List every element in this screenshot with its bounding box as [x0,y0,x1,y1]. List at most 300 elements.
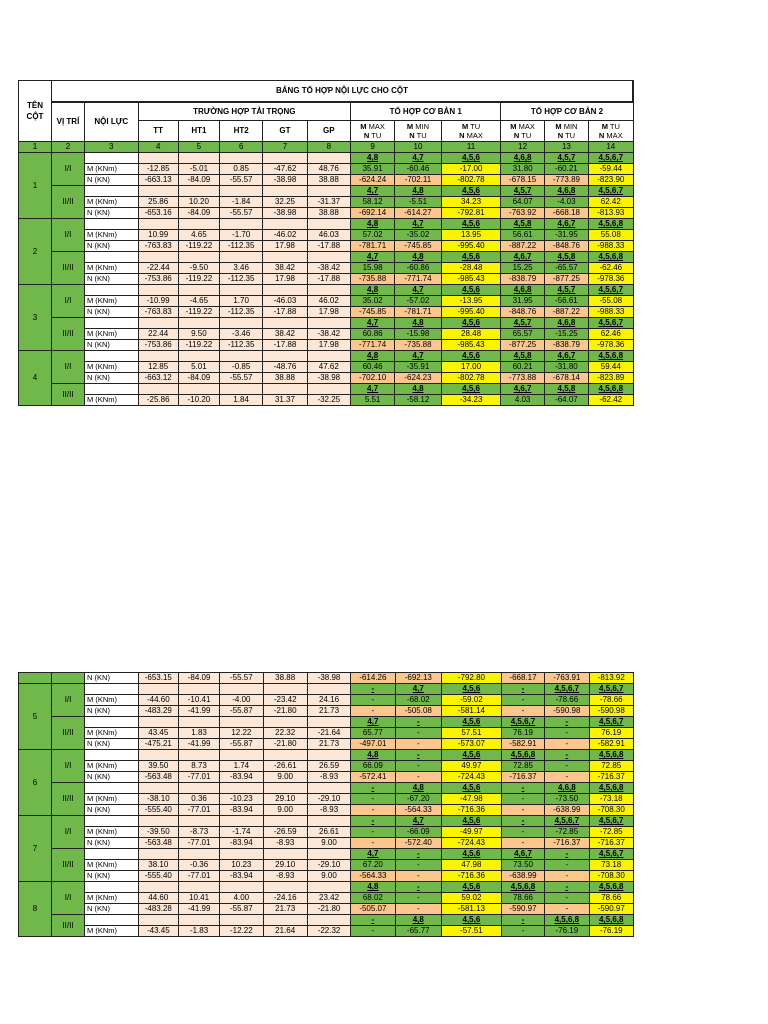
axial-value: -55.57 [220,208,263,219]
blank-cell [263,384,307,395]
combo-row [19,882,634,893]
moment-value: 1.70 [220,296,263,307]
blank-cell [178,351,219,362]
force-label: N (KN) [85,772,139,783]
combination-label: 4,5,6 [441,882,501,893]
combination-label: 4,6,7 [544,219,588,230]
axial-value: 17.98 [263,274,307,285]
column-id-continued [19,673,52,684]
moment-value: - [545,728,589,739]
combo-col-header [441,121,501,142]
blank-cell [178,882,219,893]
axial-value: -590.97 [589,904,633,915]
moment-row [19,362,634,373]
axial-value: 9.00 [263,805,307,816]
combo-moment-symbol: M [510,122,517,131]
combo-row [19,219,634,230]
blank-cell [84,285,138,296]
combination-label: 4,5,6,8 [589,882,633,893]
moment-value: - [395,761,441,772]
moment-value: -31.80 [544,362,588,373]
axial-value: -112.35 [220,307,263,318]
moment-value: 5.01 [178,362,219,373]
combination-label: 4,6,8 [501,285,544,296]
moment-value: 4.03 [501,395,544,406]
section-position: I/I [51,351,84,384]
moment-value: 67.20 [351,860,395,871]
axial-value: -823.90 [589,175,633,186]
blank-cell [307,252,350,263]
moment-value: 66.09 [351,761,395,772]
axial-value: -590.98 [589,706,633,717]
blank-cell [138,384,178,395]
moment-value: -4.00 [220,695,263,706]
combination-label: 4,7 [395,285,441,296]
moment-value: -17.00 [441,164,501,175]
moment-value: - [501,695,544,706]
axial-value: -77.01 [178,871,219,882]
combo-moment-qualifier: MAX [366,122,385,131]
section-position: II/II [52,717,85,750]
moment-value: 64.07 [501,197,544,208]
moment-value: 32.25 [263,197,307,208]
combination-label: 4,5,6,8 [589,351,633,362]
moment-value: 43.45 [138,728,178,739]
blank-cell [84,186,138,197]
moment-value: 3.46 [220,263,263,274]
force-label: M (KNm) [84,230,138,241]
combination-label: 4,5,6,8 [545,915,589,926]
moment-value: -5.01 [178,164,219,175]
combination-label: 4,5,6,7 [589,684,633,695]
moment-value: -25.86 [138,395,178,406]
blank-cell [220,684,263,695]
axial-value: -692.14 [350,208,394,219]
moment-value: - [351,827,395,838]
axial-value: -38.98 [263,175,307,186]
axial-value: -735.88 [350,274,394,285]
axial-value: -505.08 [395,706,441,717]
combo-axial-qualifier: MAX [604,131,623,140]
moment-value: 25.86 [138,197,178,208]
moment-value: -64.07 [544,395,588,406]
combination-label: 4,5,6 [441,915,501,926]
combo-moment-qualifier: MIN [413,122,429,131]
axial-value: -112.35 [220,241,263,252]
axial-value: -8.93 [263,871,307,882]
combination-label: 4,5,6,7 [589,816,633,827]
moment-row [19,893,634,904]
axial-row [19,772,634,783]
force-label: N (KN) [84,340,138,351]
section-position-continued [52,673,85,684]
blank-cell [84,219,138,230]
moment-value: -67.20 [395,794,441,805]
axial-value: -724.43 [441,838,501,849]
combo-moment-symbol: M [406,122,414,131]
moment-value: 1.83 [178,728,219,739]
column-id: 2 [19,219,52,285]
axial-value: -995.40 [441,241,501,252]
blank-cell [307,783,350,794]
force-label: N (KN) [85,871,139,882]
column-id: 5 [19,684,52,750]
axial-value: -84.09 [178,175,219,186]
combination-label: - [545,849,589,860]
column-id: 7 [19,816,52,882]
axial-row [19,838,634,849]
combo-axial-qualifier: TU [563,131,576,140]
blank-cell [263,750,307,761]
section-position: II/II [51,384,84,406]
combo-row [19,684,634,695]
axial-value: -708.30 [589,871,633,882]
blank-cell [138,915,178,926]
combination-label: 4,8 [395,915,441,926]
axial-value: 21.73 [307,739,350,750]
blank-cell [138,285,178,296]
force-label: M (KNm) [85,827,139,838]
combination-label: 4,5,6,7 [589,717,633,728]
combo-col-header-bottom [501,131,543,140]
combo-col-header [501,121,544,142]
moment-value: 12.85 [138,362,178,373]
moment-value: -8.73 [178,827,219,838]
blank-cell [307,285,350,296]
axial-value: - [545,871,589,882]
moment-value: -38.42 [307,329,350,340]
force-label: N (KN) [84,208,138,219]
moment-row [19,794,634,805]
combination-label: 4,7 [350,186,394,197]
combination-label: - [545,750,589,761]
blank-cell [138,153,178,164]
combo-row [19,186,634,197]
load-col-header: HT1 [178,121,219,142]
moment-value: -47.98 [441,794,501,805]
blank-cell [263,882,307,893]
column-number: 11 [441,142,501,153]
column-id: 4 [19,351,52,406]
axial-value: -668.18 [544,208,588,219]
section-position: II/II [51,318,84,351]
axial-value: -663.12 [138,373,178,384]
blank-cell [85,882,139,893]
combo-axial-symbol: N [598,131,605,140]
force-label: N (KN) [85,739,139,750]
blank-cell [220,816,263,827]
moment-value: 76.19 [589,728,633,739]
blank-cell [138,219,178,230]
axial-value: -573.07 [441,739,501,750]
moment-value: -5.51 [395,197,441,208]
moment-value: -58.12 [395,395,441,406]
combination-label: - [545,882,589,893]
combination-label: 4,5,7 [544,285,588,296]
axial-value: -17.88 [307,241,350,252]
moment-value: 15.98 [350,263,394,274]
axial-value: 9.00 [263,772,307,783]
combo-row [19,153,634,164]
table2-body [19,673,634,937]
combo-col-header-bottom [442,131,501,140]
blank-cell [85,915,139,926]
combo-moment-symbol: M [461,122,469,131]
combination-label: - [545,717,589,728]
moment-value: -48.76 [263,362,307,373]
moment-row [19,695,634,706]
blank-cell [263,717,307,728]
combination-label: 4,5,6,8 [501,750,544,761]
header-basic-combo-1: TỔ HỢP CƠ BẢN 1 [350,102,501,121]
combination-label: 4,8 [395,186,441,197]
axial-value: -988.33 [589,307,633,318]
column-id: 8 [19,882,52,937]
axial-row [19,805,634,816]
header-vi-tri: VỊ TRÍ [51,102,84,142]
combo-col-header-top [501,122,543,131]
moment-row [19,296,634,307]
combo-col-header-top [351,122,394,131]
combination-label: 4,7 [351,849,395,860]
moment-row [19,926,634,937]
force-label: M (KNm) [84,197,138,208]
moment-value: - [351,794,395,805]
blank-cell [307,384,350,395]
axial-value: - [395,904,441,915]
axial-value: -802.78 [441,175,501,186]
axial-value: - [545,739,589,750]
moment-value: 58.12 [350,197,394,208]
combo-axial-symbol: N [513,131,520,140]
moment-value: -44.60 [138,695,178,706]
moment-value: 4.65 [178,230,219,241]
axial-value: -663.13 [138,175,178,186]
axial-value: -112.35 [220,340,263,351]
axial-value: -21.80 [307,904,350,915]
force-label: N (KN) [84,373,138,384]
axial-value: -638.99 [545,805,589,816]
moment-value: 62.46 [589,329,633,340]
blank-cell [178,318,219,329]
axial-value: -716.37 [589,838,633,849]
axial-value: -823.89 [589,373,633,384]
combo-col-header-bottom [395,131,440,140]
force-label: N (KN) [84,241,138,252]
blank-cell [263,186,307,197]
axial-value: -735.88 [395,340,441,351]
combination-label: 4,8 [395,783,441,794]
moment-value: -46.03 [263,296,307,307]
moment-value: -0.85 [220,362,263,373]
moment-value: 8.73 [178,761,219,772]
moment-value: -59.02 [441,695,501,706]
axial-value: -119.22 [178,340,219,351]
moment-value: 4.00 [220,893,263,904]
moment-value: 38.10 [138,860,178,871]
axial-value: -83.94 [220,838,263,849]
combination-label: 4,5,6,8 [501,882,544,893]
moment-value: 29.10 [263,860,307,871]
blank-cell [138,750,178,761]
axial-value: -771.74 [350,340,394,351]
moment-value: -22.44 [138,263,178,274]
load-col-header: TT [138,121,178,142]
moment-value: 39.50 [138,761,178,772]
axial-value: -563.48 [138,838,178,849]
section-position: I/I [51,153,84,186]
moment-value: 55.08 [589,230,633,241]
axial-row [19,175,634,186]
combination-label: 4,5,6 [441,252,501,263]
combination-label: 4,8 [351,750,395,761]
axial-value: -8.93 [263,838,307,849]
combination-label: 4,5,6,7 [545,684,589,695]
axial-value: -17.88 [263,340,307,351]
combination-label: 4,7 [350,384,394,395]
moment-value: -21.64 [307,728,350,739]
combination-label: 4,5,8 [501,219,544,230]
blank-cell [84,351,138,362]
combo-moment-symbol: M [555,122,562,131]
moment-row [19,164,634,175]
blank-cell [84,252,138,263]
moment-value: -1.83 [178,926,219,937]
combo-col-header-bottom [351,131,394,140]
moment-value: -60.21 [544,164,588,175]
combo-axial-symbol: N [409,131,415,140]
moment-value: 57.02 [350,230,394,241]
axial-value: -887.22 [501,241,544,252]
blank-cell [263,153,307,164]
combo-axial-qualifier: TU [519,131,532,140]
blank-cell [220,849,263,860]
blank-cell [178,285,219,296]
moment-value: 57.51 [441,728,501,739]
blank-cell [178,684,219,695]
combination-label: 4,5,6 [441,783,501,794]
axial-value: -55.57 [220,175,263,186]
axial-value: -978.36 [589,340,633,351]
moment-value: 26.59 [307,761,350,772]
moment-value: 22.32 [263,728,307,739]
blank-cell [220,750,263,761]
combination-label: - [351,915,395,926]
moment-value: -39.50 [138,827,178,838]
combination-label: 4,6,8 [545,783,589,794]
moment-value: -57.51 [441,926,501,937]
combination-table-part2 [18,672,634,937]
axial-value: -483.29 [138,706,178,717]
axial-value: -813.93 [589,208,633,219]
blank-cell [220,882,263,893]
axial-value: -475.21 [138,739,178,750]
axial-value: -668.17 [501,673,544,684]
combination-label: - [501,684,544,695]
combination-label: 4,7 [395,153,441,164]
combination-label: 4,7 [395,684,441,695]
blank-cell [138,252,178,263]
blank-cell [138,717,178,728]
axial-value: -745.85 [395,241,441,252]
moment-value: - [545,860,589,871]
combination-label: - [395,849,441,860]
axial-value: -83.94 [220,871,263,882]
axial-value: 17.98 [307,307,350,318]
section-position: II/II [52,849,85,882]
axial-value: -564.33 [395,805,441,816]
blank-cell [138,816,178,827]
moment-value: -28.48 [441,263,501,274]
moment-value: -10.20 [178,395,219,406]
moment-value: 10.23 [220,860,263,871]
moment-value: -76.19 [545,926,589,937]
combination-label: 4,5,6,7 [589,186,633,197]
axial-value: -8.93 [307,805,350,816]
force-label: M (KNm) [85,728,139,739]
moment-value: -43.45 [138,926,178,937]
axial-value: -555.40 [138,871,178,882]
combination-label: 4,5,6,8 [589,915,633,926]
section-position: I/I [52,882,85,915]
moment-value: 5.51 [350,395,394,406]
moment-value: 78.66 [501,893,544,904]
force-label: N (KN) [85,904,139,915]
moment-value: -31.95 [544,230,588,241]
combination-label: 4,6,8 [544,318,588,329]
axial-value: -84.09 [178,208,219,219]
combination-label: - [501,783,544,794]
axial-value: -773.88 [501,373,544,384]
combination-label: 4,6,8 [501,153,544,164]
axial-value: -653.15 [138,673,178,684]
combination-label: 4,5,6,7 [589,153,633,164]
axial-value: -572.41 [351,772,395,783]
moment-value: -47.62 [263,164,307,175]
axial-value: -638.99 [501,871,544,882]
blank-cell [307,750,350,761]
column-number: 1 [19,142,52,153]
axial-row [19,739,634,750]
axial-value: -716.36 [441,871,501,882]
force-label: M (KNm) [84,164,138,175]
combo-row [19,915,634,926]
load-col-header: GP [307,121,350,142]
combination-label: 4,7 [395,219,441,230]
axial-value: -581.13 [441,904,501,915]
axial-value: -724.43 [441,772,501,783]
axial-value: -838.79 [501,274,544,285]
header-noi-luc: NỘI LỰC [84,102,138,142]
axial-value: -505.07 [351,904,395,915]
blank-cell [263,219,307,230]
moment-value: -10.41 [178,695,219,706]
combination-label: 4,8 [395,384,441,395]
blank-cell [307,816,350,827]
moment-value: 65.77 [351,728,395,739]
moment-value: -26.61 [263,761,307,772]
combination-label: 4,5,6 [441,285,501,296]
moment-value: -13.95 [441,296,501,307]
combination-label: - [395,717,441,728]
blank-cell [178,750,219,761]
combo-col-header-top [442,122,501,131]
combo-axial-qualifier: TU [414,131,427,140]
moment-value: -1.84 [220,197,263,208]
axial-value: -55.87 [220,739,263,750]
column-number: 6 [220,142,263,153]
moment-value: -29.10 [307,794,350,805]
